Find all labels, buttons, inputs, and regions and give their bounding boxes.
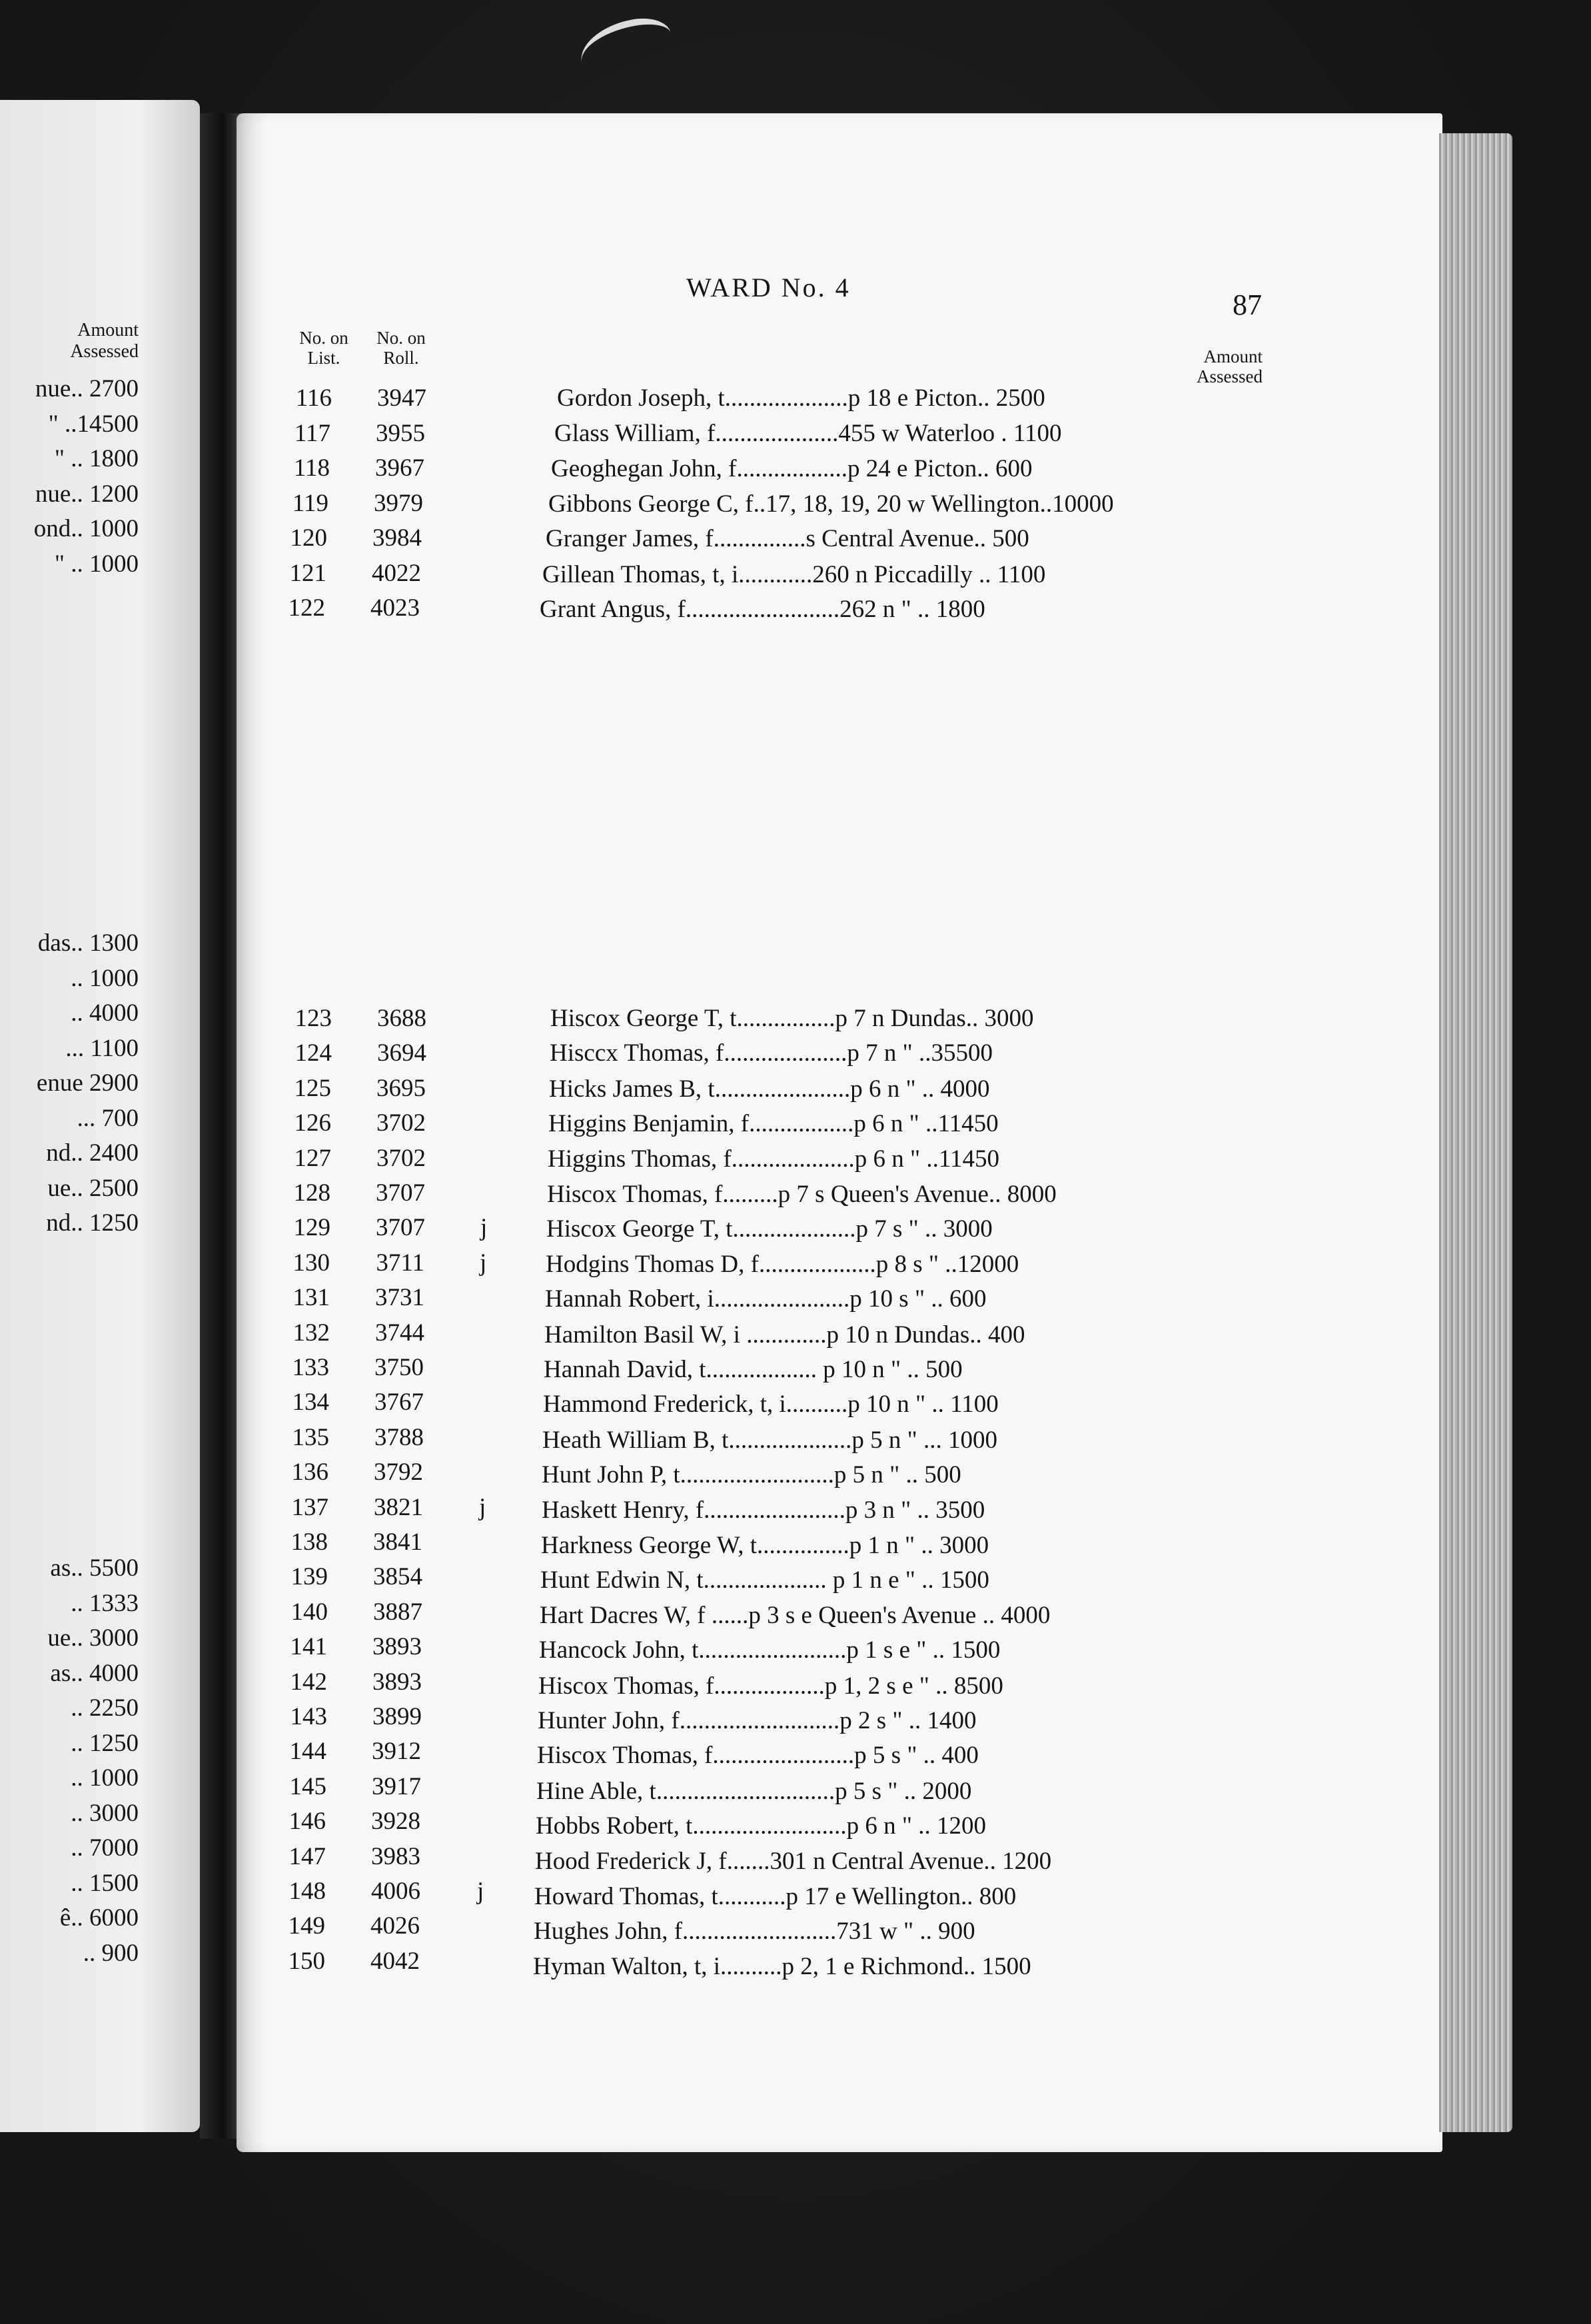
list-number: 116 bbox=[295, 384, 332, 412]
roll-number: 3893 bbox=[372, 1668, 422, 1696]
assessment-entry: Heath William B, t....................p 5 n " ... 1000 bbox=[542, 1426, 998, 1454]
list-number: 129 bbox=[293, 1214, 330, 1242]
list-number: 123 bbox=[294, 1005, 332, 1032]
roll-number: 3792 bbox=[374, 1458, 423, 1486]
list-number: 143 bbox=[290, 1703, 327, 1730]
assessment-entry: Hine Able, t.............................p 5 s " .. 2000 bbox=[536, 1777, 972, 1805]
roll-number: 3984 bbox=[372, 524, 422, 552]
assessment-entry: Hunter John, f..........................p 2 s " .. 1400 bbox=[538, 1707, 977, 1734]
left-entry: nd.. 2400 bbox=[46, 1139, 139, 1167]
roll-number: 3695 bbox=[376, 1074, 426, 1102]
assessment-entry: Granger James, f...............s Central Avenue.. 500 bbox=[546, 525, 1029, 552]
assessment-entry: Geoghegan John, f..................p 24 e Picton.. 600 bbox=[551, 455, 1033, 482]
assessment-entry: Hamilton Basil W, i .............p 10 n Dundas.. 400 bbox=[544, 1321, 1025, 1349]
list-number: 118 bbox=[293, 454, 330, 482]
roll-number: 4023 bbox=[370, 594, 420, 622]
roll-number: 3711 bbox=[376, 1249, 424, 1277]
roll-number: 3688 bbox=[377, 1005, 426, 1032]
list-number: 148 bbox=[288, 1878, 326, 1905]
list-number: 126 bbox=[294, 1109, 331, 1137]
left-amount-header: Amount Assessed bbox=[70, 320, 139, 362]
list-number: 136 bbox=[291, 1458, 328, 1486]
left-entry: as.. 4000 bbox=[50, 1659, 139, 1687]
roll-number: 3702 bbox=[376, 1144, 426, 1172]
assessment-entry: Hodgins Thomas D, f...................p 8 s " ..12000 bbox=[546, 1250, 1019, 1278]
list-number: 149 bbox=[288, 1912, 325, 1940]
left-entry: .. 2250 bbox=[71, 1694, 139, 1722]
left-entry: ue.. 2500 bbox=[47, 1174, 139, 1202]
left-entry: .. 1250 bbox=[71, 1729, 139, 1757]
left-entry: ... 1100 bbox=[65, 1034, 139, 1062]
roll-number: 3694 bbox=[377, 1039, 426, 1067]
list-number: 141 bbox=[290, 1633, 327, 1661]
roll-number: 4026 bbox=[370, 1912, 420, 1940]
left-entry: ue.. 3000 bbox=[47, 1624, 139, 1652]
juror-flag: j bbox=[479, 1493, 486, 1521]
roll-number: 4022 bbox=[372, 559, 421, 587]
roll-number: 4006 bbox=[371, 1878, 420, 1905]
list-number: 120 bbox=[290, 524, 327, 552]
assessment-entry: Hiscox George T, t....................p 7 s " .. 3000 bbox=[546, 1215, 993, 1243]
left-entry: das.. 1300 bbox=[37, 929, 139, 957]
assessment-entry: Glass William, f....................455 w Waterloo . 1100 bbox=[554, 419, 1062, 447]
left-entry: enue 2900 bbox=[36, 1069, 139, 1097]
page-title: WARD No. 4 bbox=[686, 273, 851, 302]
assessment-entry: Hyman Walton, t, i..........p 2, 1 e Richmond.. 1500 bbox=[533, 1952, 1031, 1980]
list-number: 147 bbox=[288, 1842, 326, 1870]
list-number: 122 bbox=[288, 594, 325, 622]
assessment-entry: Hiscox Thomas, f..................p 1, 2 s e " .. 8500 bbox=[538, 1672, 1003, 1700]
left-entry: .. 900 bbox=[83, 1939, 139, 1967]
book-gutter bbox=[200, 113, 241, 2139]
roll-number: 3887 bbox=[373, 1598, 422, 1626]
left-entry: " .. 1000 bbox=[54, 550, 139, 578]
assessment-entry: Hammond Frederick, t, i..........p 10 n " .. 1100 bbox=[543, 1391, 999, 1419]
roll-number: 3983 bbox=[371, 1842, 420, 1870]
assessment-entry: Hancock John, t........................p 1 s e " .. 1500 bbox=[539, 1636, 1001, 1664]
roll-number: 3917 bbox=[372, 1772, 421, 1800]
column-header-list: No. on List. bbox=[299, 328, 348, 368]
list-number: 142 bbox=[290, 1668, 327, 1696]
left-entry: nue.. 2700 bbox=[35, 375, 139, 402]
left-entry: .. 1000 bbox=[71, 964, 139, 992]
list-number: 117 bbox=[294, 419, 330, 447]
list-number: 150 bbox=[288, 1947, 325, 1975]
assessment-entry: Hart Dacres W, f ......p 3 s e Queen's Avenue .. 4000 bbox=[540, 1601, 1051, 1629]
left-entry: " .. 1800 bbox=[54, 445, 139, 472]
list-number: 137 bbox=[291, 1493, 328, 1521]
assessment-entry: Hicks James B, t......................p 6 n " .. 4000 bbox=[549, 1075, 990, 1103]
roll-number: 3821 bbox=[374, 1493, 423, 1521]
juror-flag: j bbox=[480, 1214, 488, 1242]
roll-number: 3702 bbox=[376, 1109, 426, 1137]
roll-number: 3788 bbox=[374, 1423, 424, 1451]
assessment-entry: Hannah Robert, i......................p 10 s " .. 600 bbox=[545, 1285, 987, 1313]
edge-shadow bbox=[1512, 120, 1591, 2159]
page-edges bbox=[1439, 133, 1512, 2132]
list-number: 124 bbox=[294, 1039, 332, 1067]
roll-number: 3979 bbox=[374, 489, 423, 517]
list-number: 131 bbox=[292, 1284, 330, 1312]
list-number: 140 bbox=[290, 1598, 328, 1626]
list-number: 139 bbox=[290, 1563, 328, 1591]
assessment-entry: Gordon Joseph, t....................p 18 e Picton.. 2500 bbox=[557, 384, 1045, 412]
list-number: 144 bbox=[289, 1738, 326, 1766]
left-page bbox=[0, 100, 200, 2132]
left-entry: ond.. 1000 bbox=[33, 515, 139, 542]
list-number: 130 bbox=[292, 1249, 330, 1277]
list-number: 132 bbox=[292, 1319, 330, 1347]
assessment-entry: Hannah David, t.................. p 10 n " .. 500 bbox=[544, 1356, 963, 1383]
list-number: 121 bbox=[289, 559, 326, 587]
left-entry: as.. 5500 bbox=[50, 1554, 139, 1582]
roll-number: 3767 bbox=[374, 1389, 424, 1417]
assessment-entry: Hunt John P, t.........................p 5 n " .. 500 bbox=[542, 1461, 961, 1489]
left-entry: .. 7000 bbox=[71, 1834, 139, 1862]
roll-number: 3893 bbox=[372, 1633, 422, 1661]
roll-number: 4042 bbox=[370, 1947, 420, 1975]
assessment-entry: Howard Thomas, t...........p 17 e Wellington.. 800 bbox=[534, 1883, 1017, 1910]
list-number: 135 bbox=[292, 1423, 329, 1451]
roll-number: 3947 bbox=[377, 384, 426, 412]
left-entry: nd.. 1250 bbox=[46, 1209, 139, 1237]
assessment-entry: Haskett Henry, f.......................p 3 n " .. 3500 bbox=[542, 1496, 985, 1524]
roll-number: 3731 bbox=[375, 1284, 424, 1312]
roll-number: 3707 bbox=[376, 1179, 425, 1207]
roll-number: 3967 bbox=[375, 454, 424, 482]
juror-flag: j bbox=[480, 1249, 487, 1277]
left-entry: .. 4000 bbox=[71, 999, 139, 1027]
left-entry: .. 1000 bbox=[71, 1764, 139, 1792]
left-entry: .. 1333 bbox=[71, 1589, 139, 1617]
roll-number: 3744 bbox=[375, 1319, 424, 1347]
roll-number: 3750 bbox=[374, 1354, 424, 1381]
page-number: 87 bbox=[1233, 289, 1262, 321]
list-number: 127 bbox=[294, 1144, 331, 1172]
list-number: 119 bbox=[292, 489, 328, 517]
list-number: 125 bbox=[294, 1074, 331, 1102]
column-header-amount: Amount Assessed bbox=[1197, 346, 1263, 386]
roll-number: 3899 bbox=[372, 1703, 422, 1730]
assessment-entry: Hiscox George T, t................p 7 n Dundas.. 3000 bbox=[550, 1005, 1034, 1032]
roll-number: 3928 bbox=[371, 1808, 420, 1836]
assessment-entry: Grant Angus, f.........................262 n " .. 1800 bbox=[540, 596, 985, 623]
assessment-entry: Hisccx Thomas, f....................p 7 n " ..35500 bbox=[550, 1039, 993, 1067]
list-number: 134 bbox=[292, 1389, 329, 1417]
roll-number: 3707 bbox=[376, 1214, 425, 1242]
assessment-entry: Higgins Thomas, f....................p 6 n " ..11450 bbox=[548, 1145, 1000, 1173]
assessment-entry: Hiscox Thomas, f.........p 7 s Queen's Avenue.. 8000 bbox=[547, 1181, 1057, 1208]
assessment-entry: Hunt Edwin N, t.................... p 1 n e " .. 1500 bbox=[540, 1566, 989, 1594]
assessment-entry: Harkness George W, t...............p 1 n " .. 3000 bbox=[541, 1532, 989, 1559]
left-entry: nue.. 1200 bbox=[35, 480, 139, 508]
roll-number: 3912 bbox=[372, 1738, 421, 1766]
juror-flag: j bbox=[477, 1878, 484, 1905]
roll-number: 3854 bbox=[373, 1563, 422, 1591]
assessment-entry: Hiscox Thomas, f.......................p 5 s " .. 400 bbox=[537, 1742, 979, 1770]
assessment-entry: Gillean Thomas, t, i............260 n Piccadilly .. 1100 bbox=[542, 560, 1046, 588]
roll-number: 3955 bbox=[376, 419, 425, 447]
assessment-entry: Hood Frederick J, f.......301 n Central Avenue.. 1200 bbox=[535, 1847, 1052, 1875]
list-number: 128 bbox=[293, 1179, 330, 1207]
list-number: 138 bbox=[290, 1528, 328, 1556]
left-entry: .. 1500 bbox=[71, 1869, 139, 1897]
assessment-entry: Gibbons George C, f..17, 18, 19, 20 w Wellington..10000 bbox=[548, 490, 1114, 518]
assessment-entry: Higgins Benjamin, f.................p 6 n " ..11450 bbox=[548, 1110, 999, 1138]
list-number: 146 bbox=[288, 1808, 326, 1836]
list-number: 145 bbox=[289, 1772, 326, 1800]
left-entry: ... 700 bbox=[77, 1104, 139, 1132]
column-header-roll: No. on Roll. bbox=[376, 328, 426, 368]
roll-number: 3841 bbox=[373, 1528, 422, 1556]
left-entry: .. 3000 bbox=[71, 1799, 139, 1827]
assessment-entry: Hobbs Robert, t.........................p 6 n " .. 1200 bbox=[536, 1812, 986, 1840]
left-entry: " ..14500 bbox=[48, 410, 139, 438]
assessment-entry: Hughes John, f.........................731 w " .. 900 bbox=[534, 1918, 975, 1946]
list-number: 133 bbox=[292, 1354, 329, 1381]
left-entry: ê.. 6000 bbox=[59, 1904, 139, 1932]
